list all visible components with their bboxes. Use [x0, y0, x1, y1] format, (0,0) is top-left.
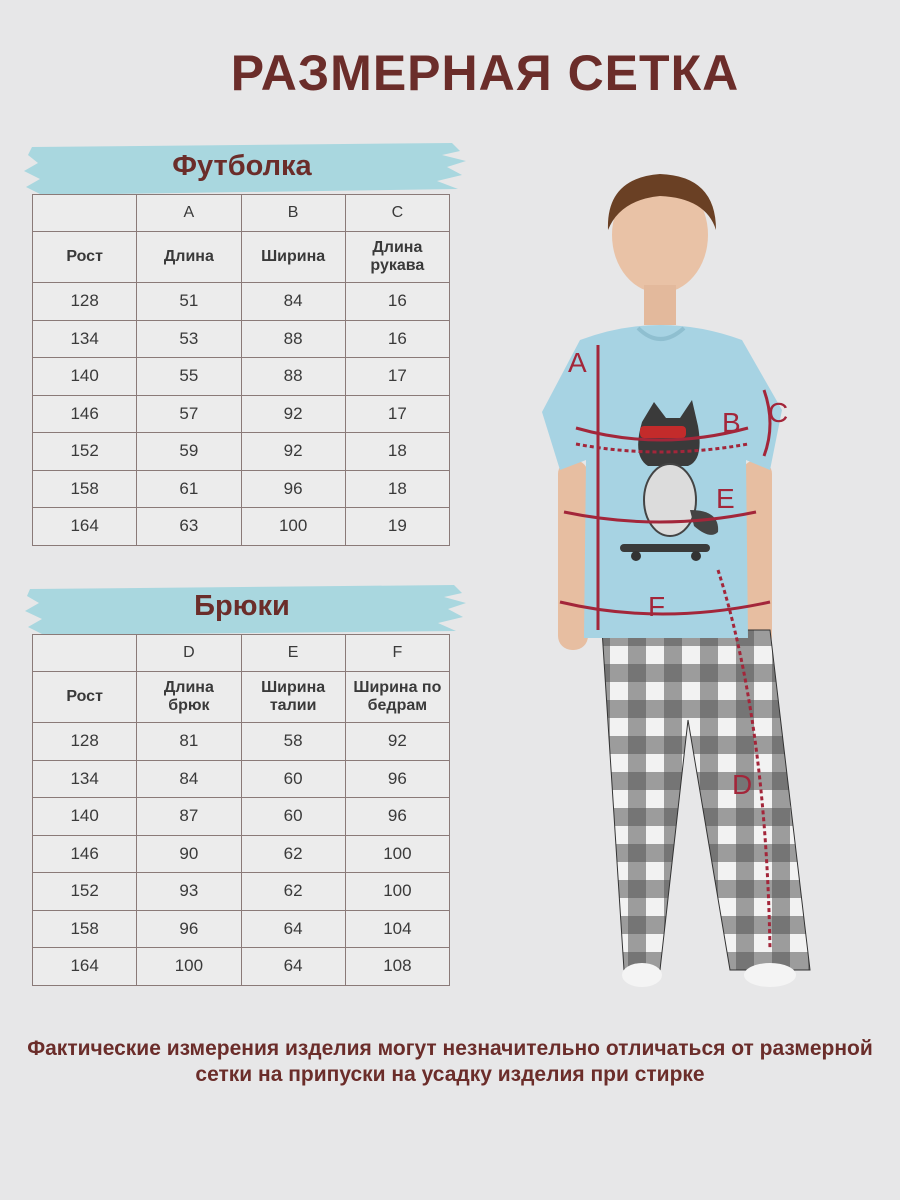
- table-cell: 60: [241, 798, 345, 836]
- table-cell: 18: [345, 433, 449, 471]
- table-cell: 140: [33, 798, 137, 836]
- table-cell: E: [241, 635, 345, 672]
- left-arm: [558, 460, 588, 650]
- table-cell: 96: [345, 760, 449, 798]
- sock-left: [622, 963, 662, 987]
- table-header-row: [33, 232, 450, 283]
- table-cell: 158: [33, 470, 137, 508]
- table-cell: F: [345, 635, 449, 672]
- table-cell: 92: [241, 395, 345, 433]
- table-cell: 96: [241, 470, 345, 508]
- column-header: Рост: [33, 232, 137, 283]
- table-row: [33, 433, 450, 471]
- table-cell: 146: [33, 835, 137, 873]
- table-cell: 61: [137, 470, 241, 508]
- table-cell: 108: [345, 948, 449, 986]
- table-row: [33, 798, 450, 836]
- table-cell: 164: [33, 948, 137, 986]
- table-cell: 104: [345, 910, 449, 948]
- plaid-pants: [602, 630, 810, 970]
- sock-right: [744, 963, 796, 987]
- column-header: Рост: [33, 672, 137, 723]
- column-header: Длина рукава: [345, 232, 449, 283]
- child-model-figure: [520, 160, 900, 1000]
- table-cell: [33, 635, 137, 672]
- table-cell: 140: [33, 358, 137, 396]
- pants-size-table: [32, 634, 450, 986]
- table-cell: 96: [137, 910, 241, 948]
- table-cell: 128: [33, 283, 137, 321]
- page-title: РАЗМЕРНАЯ СЕТКА: [230, 45, 740, 101]
- table-cell: 58: [241, 723, 345, 761]
- table-row: [33, 948, 450, 986]
- table-cell: 100: [345, 835, 449, 873]
- table-cell: 100: [241, 508, 345, 546]
- table-cell: 17: [345, 358, 449, 396]
- table-row: [33, 835, 450, 873]
- table-cell: 16: [345, 283, 449, 321]
- table-cell: 134: [33, 320, 137, 358]
- table-cell: 146: [33, 395, 137, 433]
- table-cell: 88: [241, 320, 345, 358]
- table-cell: 128: [33, 723, 137, 761]
- table-row: [33, 470, 450, 508]
- column-header: Ширина: [241, 232, 345, 283]
- table-cell: 88: [241, 358, 345, 396]
- table-cell: 158: [33, 910, 137, 948]
- disclaimer-note: Фактические измерения изделия могут незначительно отличаться от размерной сетки на припуски на усадку изделия при стирке: [27, 1037, 873, 1086]
- table-cell: 152: [33, 873, 137, 911]
- table-header-row: [33, 672, 450, 723]
- measure-label-d: D: [732, 769, 753, 800]
- table-row: [33, 358, 450, 396]
- table-row: [33, 195, 450, 232]
- table-cell: 17: [345, 395, 449, 433]
- table-row: [33, 910, 450, 948]
- table-cell: 92: [345, 723, 449, 761]
- table-row: [33, 635, 450, 672]
- measure-label-c: C: [768, 397, 789, 428]
- table-cell: 62: [241, 873, 345, 911]
- measure-label-b: B: [722, 407, 741, 438]
- tshirt-section-title: Футболка: [172, 150, 312, 182]
- table-cell: [33, 195, 137, 232]
- table-cell: B: [241, 195, 345, 232]
- table-cell: 87: [137, 798, 241, 836]
- table-cell: 96: [345, 798, 449, 836]
- table-cell: 164: [33, 508, 137, 546]
- head-illustration: [608, 174, 716, 325]
- table-cell: 62: [241, 835, 345, 873]
- table-cell: 152: [33, 433, 137, 471]
- pants-section-title: Брюки: [194, 590, 290, 622]
- tshirt-size-table: [32, 194, 450, 546]
- table-cell: 92: [241, 433, 345, 471]
- table-cell: A: [137, 195, 241, 232]
- table-cell: 63: [137, 508, 241, 546]
- table-cell: 93: [137, 873, 241, 911]
- table-cell: 18: [345, 470, 449, 508]
- measure-label-f: F: [648, 591, 666, 622]
- table-cell: 64: [241, 910, 345, 948]
- table-row: [33, 723, 450, 761]
- table-cell: 64: [241, 948, 345, 986]
- table-cell: 100: [345, 873, 449, 911]
- table-cell: 60: [241, 760, 345, 798]
- table-cell: 51: [137, 283, 241, 321]
- table-cell: 59: [137, 433, 241, 471]
- table-cell: 84: [137, 760, 241, 798]
- table-cell: 84: [241, 283, 345, 321]
- column-header: Ширина по бедрам: [345, 672, 449, 723]
- table-cell: 90: [137, 835, 241, 873]
- measure-label-e: E: [716, 483, 735, 514]
- table-row: [33, 283, 450, 321]
- column-header: Ширина талии: [241, 672, 345, 723]
- table-cell: 81: [137, 723, 241, 761]
- table-cell: D: [137, 635, 241, 672]
- table-row: [33, 873, 450, 911]
- table-cell: 16: [345, 320, 449, 358]
- table-row: [33, 395, 450, 433]
- table-cell: 53: [137, 320, 241, 358]
- table-cell: 57: [137, 395, 241, 433]
- table-cell: 55: [137, 358, 241, 396]
- table-cell: C: [345, 195, 449, 232]
- table-cell: 19: [345, 508, 449, 546]
- measure-label-a: A: [568, 347, 587, 378]
- table-row: [33, 320, 450, 358]
- table-cell: 100: [137, 948, 241, 986]
- table-row: [33, 508, 450, 546]
- column-header: Длина: [137, 232, 241, 283]
- table-row: [33, 760, 450, 798]
- column-header: Длина брюк: [137, 672, 241, 723]
- table-cell: 134: [33, 760, 137, 798]
